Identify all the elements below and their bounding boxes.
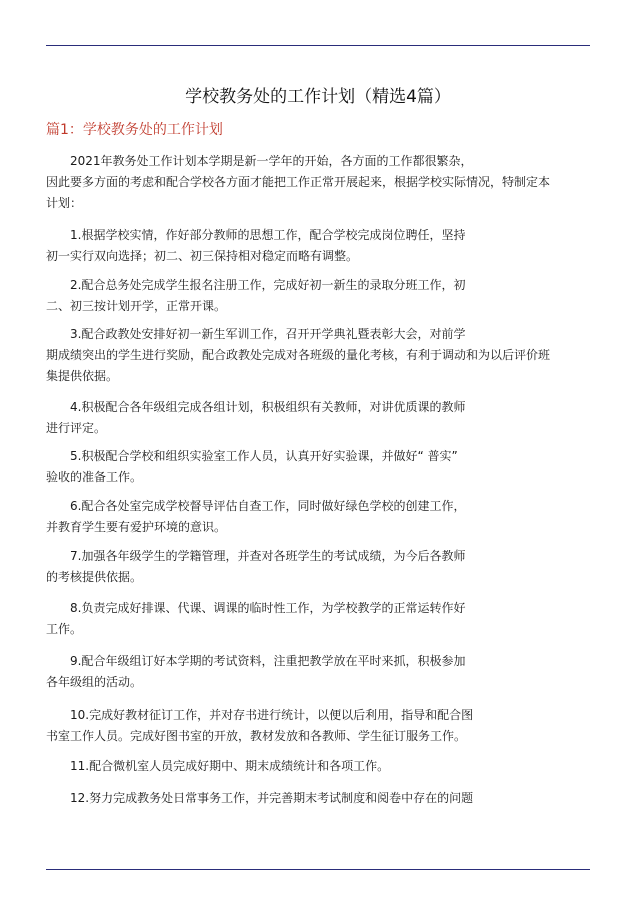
top-rule xyxy=(46,45,590,46)
document-title: 学校教务处的工作计划（精选4篇） xyxy=(185,87,451,107)
paragraph-line: 书室工作人员。完成好图书室的开放，教材发放和各教师、学生征订服务工作。 xyxy=(46,729,467,743)
plan-item-12 xyxy=(46,788,576,809)
paragraph-line: 4.积极配合各年级组完成各组计划，积极组织有关教师，对讲优质课的教师 xyxy=(70,400,466,414)
plan-item-1 xyxy=(46,225,576,267)
paragraph-line: 6.配合各处室完成学校督导评估自查工作，同时做好绿色学校的创建工作， xyxy=(70,499,466,513)
plan-item-3 xyxy=(46,324,576,387)
paragraph-line: 1.根据学校实情，作好部分教师的思想工作，配合学校完成岗位聘任，坚持 xyxy=(70,228,466,242)
paragraph-line: 进行评定。 xyxy=(46,421,107,435)
bottom-rule xyxy=(46,869,590,870)
paragraph-line: 二、初三按计划开学，正常开课。 xyxy=(46,299,227,313)
paragraph-line: 3.配合政教处安排好初一新生军训工作，召开开学典礼暨表彰大会，对前学 xyxy=(70,327,466,341)
paragraph-line: 工作。 xyxy=(46,622,83,636)
paragraph-line: 初一实行双向选择；初二、初三保持相对稳定而略有调整。 xyxy=(46,249,359,263)
paragraph-line: 5.积极配合学校和组织实验室工作人员，认真开好实验课，并做好“ 普实” xyxy=(70,449,458,463)
paragraph-line: 的考核提供依据。 xyxy=(46,570,143,584)
paragraph-line: 12.努力完成教务处日常事务工作，并完善期末考试制度和阅卷中存在的问题 xyxy=(70,791,474,805)
plan-item-7 xyxy=(46,546,576,588)
plan-item-11 xyxy=(46,756,576,777)
paragraph-line: 各年级组的活动。 xyxy=(46,675,143,689)
paragraph-line: 期成绩突出的学生进行奖励，配合政教处完成对各班级的量化考核，有利于调动和为以后评价班 xyxy=(46,348,551,362)
plan-item-6 xyxy=(46,496,576,538)
paragraph-line: 11.配合微机室人员完成好期中、期末成绩统计和各项工作。 xyxy=(70,759,390,773)
paragraph-line: 并教育学生要有爱护环境的意识。 xyxy=(46,520,227,534)
paragraph-line: 因此要多方面的考虑和配合学校各方面才能把工作正常开展起来，根据学校实际情况，特制定本 xyxy=(46,175,551,189)
paragraph-line: 8.负责完成好排课、代课、调课的临时性工作，为学校教学的正常运转作好 xyxy=(70,601,466,615)
plan-item-9 xyxy=(46,651,576,693)
plan-item-10 xyxy=(46,705,576,747)
paragraph-line: 2021年教务处工作计划本学期是新一学年的开始，各方面的工作都很繁杂， xyxy=(70,154,473,168)
paragraph-line: 2.配合总务处完成学生报名注册工作，完成好初一新生的录取分班工作，初 xyxy=(70,278,466,292)
paragraph-line: 7.加强各年级学生的学籍管理，并查对各班学生的考试成绩，为今后各教师 xyxy=(70,549,466,563)
section-heading: 篇1：学校教务处的工作计划 xyxy=(46,122,223,138)
plan-item-4 xyxy=(46,397,576,439)
plan-item-5 xyxy=(46,446,576,488)
paragraph-line: 10.完成好教材征订工作，并对存书进行统计，以便以后利用，指导和配合图 xyxy=(70,708,474,722)
paragraph-line: 集提供依据。 xyxy=(46,369,119,383)
intro-paragraph xyxy=(46,151,576,214)
paragraph-line: 9.配合年级组订好本学期的考试资料，注重把教学放在平时来抓，积极参加 xyxy=(70,654,466,668)
plan-item-2 xyxy=(46,275,576,317)
paragraph-line: 验收的准备工作。 xyxy=(46,470,143,484)
paragraph-line: 计划： xyxy=(46,196,83,210)
plan-item-8 xyxy=(46,598,576,640)
